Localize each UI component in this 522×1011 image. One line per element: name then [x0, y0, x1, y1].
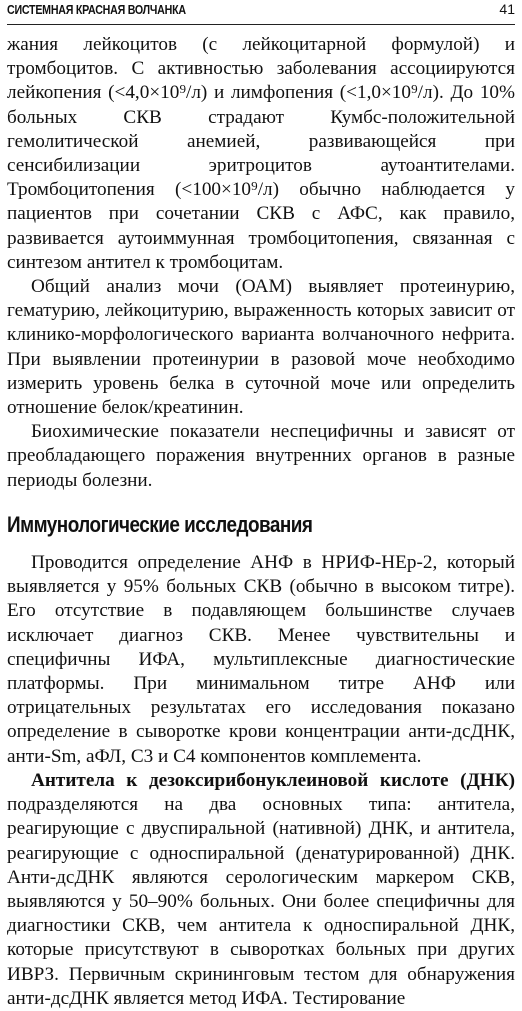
- paragraph-urinalysis: Общий анализ мочи (ОАМ) выявляет протеинурию, гематурию, лейкоцитурию, выраженность которых зависит от клинико-морфологического варианта волчаночного нефрита. При выявлении протеинурии в разовой моче необходимо измерить уровень белка в суточной моче или определить отношение белок/креатинин.: [7, 276, 515, 419]
- paragraph-dna-antibodies: [7, 769, 515, 1011]
- page-body: [7, 33, 515, 1011]
- running-title: СИСТЕМНАЯ КРАСНАЯ ВОЛЧАНКА: [7, 2, 186, 17]
- run-in-heading: Антитела к дезоксирибонуклеиновой кислоте (ДНК): [31, 769, 515, 791]
- paragraph-biochemistry: Биохимические показатели неспецифичны и зависят от преобладающего поражения внутренних органов в разные периоды болезни.: [7, 421, 515, 491]
- page-number: 41: [499, 1, 515, 17]
- paragraph-dna-antibodies-text: подразделяются на два основных типа: антитела, реагирующие с двуспиральной (нативной) ДНК, и антитела, реагирующие с односпиральной (денатурированной) ДНК. Анти-дсДНК являются серологическим маркером СКВ, выявляются у 50–90% больных. Они более специфичны для диагностики СКВ, чем антитела к односпиральной ДНК, которые присутствуют в сыворотках больных при других ИВРЗ. Первичным скрининговым тестом для обнаружения анти-дсДНК является метод ИФА. Тестирование: [7, 794, 515, 1009]
- paragraph-blood-count: жания лейкоцитов (с лейкоцитарной формулой) и тромбоцитов. С активностью заболевания ассоциируются лейкопения (<4,0×10⁹/л) и лимфопения (<1,0×10⁹/л). До 10% больных СКВ страдают Кумбс-положительной гемолитической анемией, развивающейся при сенсибилизации эритроцитов аутоантителами. Тромбоцитопения (<100×10⁹/л) обычно наблюдается у пациентов при сочетании СКВ с АФС, как правило, развивается аутоиммунная тромбоцитопения, связанная с синтезом антител к тромбоцитам.: [7, 34, 515, 273]
- section-heading: Иммунологические исследования: [7, 511, 313, 537]
- running-header: [7, 0, 515, 25]
- paragraph-anf: Проводится определение АНФ в НРИФ-НЕр-2, который выявляется у 95% больных СКВ (обычно в высоком титре). Его отсутствие в подавляющем большинстве случаев исключает диагноз СКВ. Менее чувствительны и специфичны ИФА, мультиплексные диагностические платформы. При минимальном титре АНФ или отрицательных результатах его исследования показано определение в сыворотке крови концентрации анти-дсДНК, анти-Sm, аФЛ, С3 и С4 компонентов комплемента.: [7, 552, 515, 767]
